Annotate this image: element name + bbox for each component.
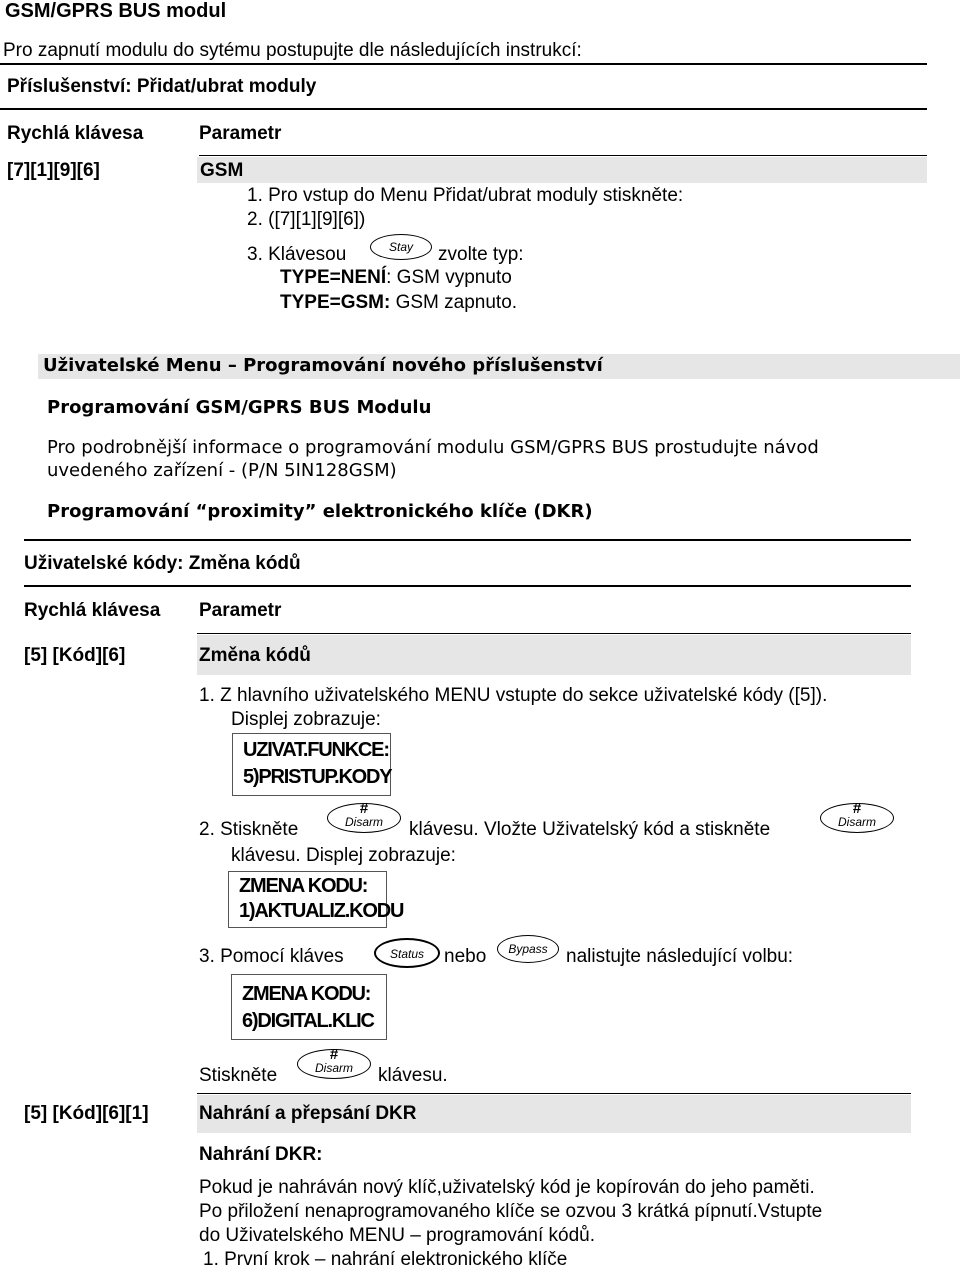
divider (24, 585, 911, 587)
step-3-text: zvolte typ: (438, 244, 524, 265)
step-2-line-2: klávesu. Displej zobrazuje: (231, 845, 456, 866)
gsm-programming-heading: Programování GSM/GPRS BUS Modulu (47, 397, 432, 418)
dkr-text-line-1: Pokud je nahráván nový klíč,uživatelský kód je kopírován do jeho paměti. (199, 1177, 815, 1198)
divider (197, 1093, 911, 1094)
lcd-line-1: UZIVAT.FUNKCE: (243, 739, 389, 761)
step-2-text: klávesu. Vložte Uživatelský kód a stiskněte (409, 819, 771, 840)
column-header-param: Parametr (199, 600, 282, 621)
step-1-line-2: Displej zobrazuje: (231, 709, 381, 730)
quick-key-value: [5] [Kód][6] (24, 645, 126, 666)
step-3-text: nalistujte následující volbu: (566, 946, 794, 967)
status-key-icon (374, 938, 440, 968)
column-header-key: Rychlá klávesa (7, 123, 144, 144)
column-header-key: Rychlá klávesa (24, 600, 161, 621)
disarm-key-label: Disarm (345, 815, 383, 829)
step-2: 2. ([7][1][9][6]) (247, 209, 366, 230)
type-none-label: TYPE=NENÍ (280, 267, 387, 288)
param-name: Nahrání a přepsání DKR (199, 1103, 417, 1124)
divider (199, 155, 927, 156)
intro-text: Pro zapnutí modulu do sytému postupujte dle následujících instrukcí: (3, 40, 582, 61)
type-none-desc: : GSM vypnuto (386, 267, 512, 288)
gsm-info-line-2: uvedeného zařízení - (P/N 5IN128GSM) (47, 460, 397, 481)
step-3-label: 3. Klávesou (247, 244, 347, 265)
lcd-line-1: ZMENA KODU: (239, 875, 368, 897)
status-key-label: Status (389, 947, 425, 961)
dkr-programming-heading: Programování “proximity” elektronického klíče (DKR) (47, 501, 593, 522)
step-1-line-1: 1. Z hlavního uživatelského MENU vstupte do sekce uživatelské kódy ([5]). (199, 685, 828, 706)
divider (0, 108, 927, 110)
hash-symbol: # (329, 1046, 339, 1063)
lcd-line-2: 6)DIGITAL.KLIC (242, 1010, 374, 1032)
hash-symbol: # (852, 800, 862, 817)
dkr-text-line-3: do Uživatelského MENU – programování kódů. (199, 1225, 596, 1246)
divider (197, 633, 911, 634)
type-gsm-label: TYPE=GSM: (280, 292, 391, 313)
lcd-display (228, 871, 404, 928)
lcd-display (232, 733, 391, 796)
page-title: GSM/GPRS BUS modul (5, 0, 227, 22)
press-label: Stiskněte (199, 1065, 278, 1086)
step-2-label: 2. Stiskněte (199, 819, 299, 840)
dkr-text-line-4: 1. První krok – nahrání elektronického klíče (203, 1249, 568, 1270)
hash-symbol: # (359, 800, 369, 817)
section-heading-accessories: Příslušenství: Přidat/ubrat moduly (7, 76, 317, 97)
divider (24, 539, 911, 541)
type-gsm-desc: GSM zapnuto. (390, 292, 518, 313)
param-row-shade (197, 157, 927, 183)
param-name: GSM (200, 160, 244, 181)
dkr-load-heading: Nahrání DKR: (199, 1144, 323, 1165)
lcd-line-2: 1)AKTUALIZ.KODU (239, 900, 404, 922)
quick-key-value: [7][1][9][6] (7, 160, 100, 181)
dkr-text-line-2: Po přiložení nenaprogramovaného klíče se ozvou 3 krátká pípnutí.Vstupte (199, 1201, 823, 1222)
press-text: klávesu. (378, 1065, 448, 1086)
column-header-param: Parametr (199, 123, 282, 144)
step-1: 1. Pro vstup do Menu Přidat/ubrat moduly stiskněte: (247, 185, 684, 206)
bypass-key-icon (497, 935, 559, 963)
disarm-key-icon (820, 800, 894, 833)
lcd-line-2: 5)PRISTUP.KODY (243, 766, 392, 788)
type-none-line (280, 267, 512, 289)
quick-key-value: [5] [Kód][6][1] (24, 1103, 149, 1124)
user-codes-heading: Uživatelské kódy: Změna kódů (24, 553, 301, 574)
param-name: Změna kódů (199, 645, 311, 666)
user-menu-heading: Uživatelské Menu – Programování nového příslušenství (43, 355, 603, 376)
step-3-label: 3. Pomocí kláves (199, 946, 344, 967)
disarm-key-icon (327, 800, 401, 833)
lcd-display (231, 974, 387, 1040)
lcd-line-1: ZMENA KODU: (242, 983, 371, 1005)
divider (0, 63, 927, 65)
type-gsm-line (280, 292, 517, 314)
stay-key-label: Stay (388, 240, 413, 254)
disarm-key-icon (297, 1046, 371, 1079)
disarm-key-label: Disarm (838, 815, 876, 829)
bypass-key-label: Bypass (508, 942, 548, 956)
gsm-info-line-1: Pro podrobnější informace o programování modulu GSM/GPRS BUS prostudujte návod (47, 437, 819, 458)
disarm-key-label: Disarm (315, 1061, 353, 1075)
step-3-or: nebo (444, 946, 487, 967)
stay-key-icon (370, 234, 432, 260)
